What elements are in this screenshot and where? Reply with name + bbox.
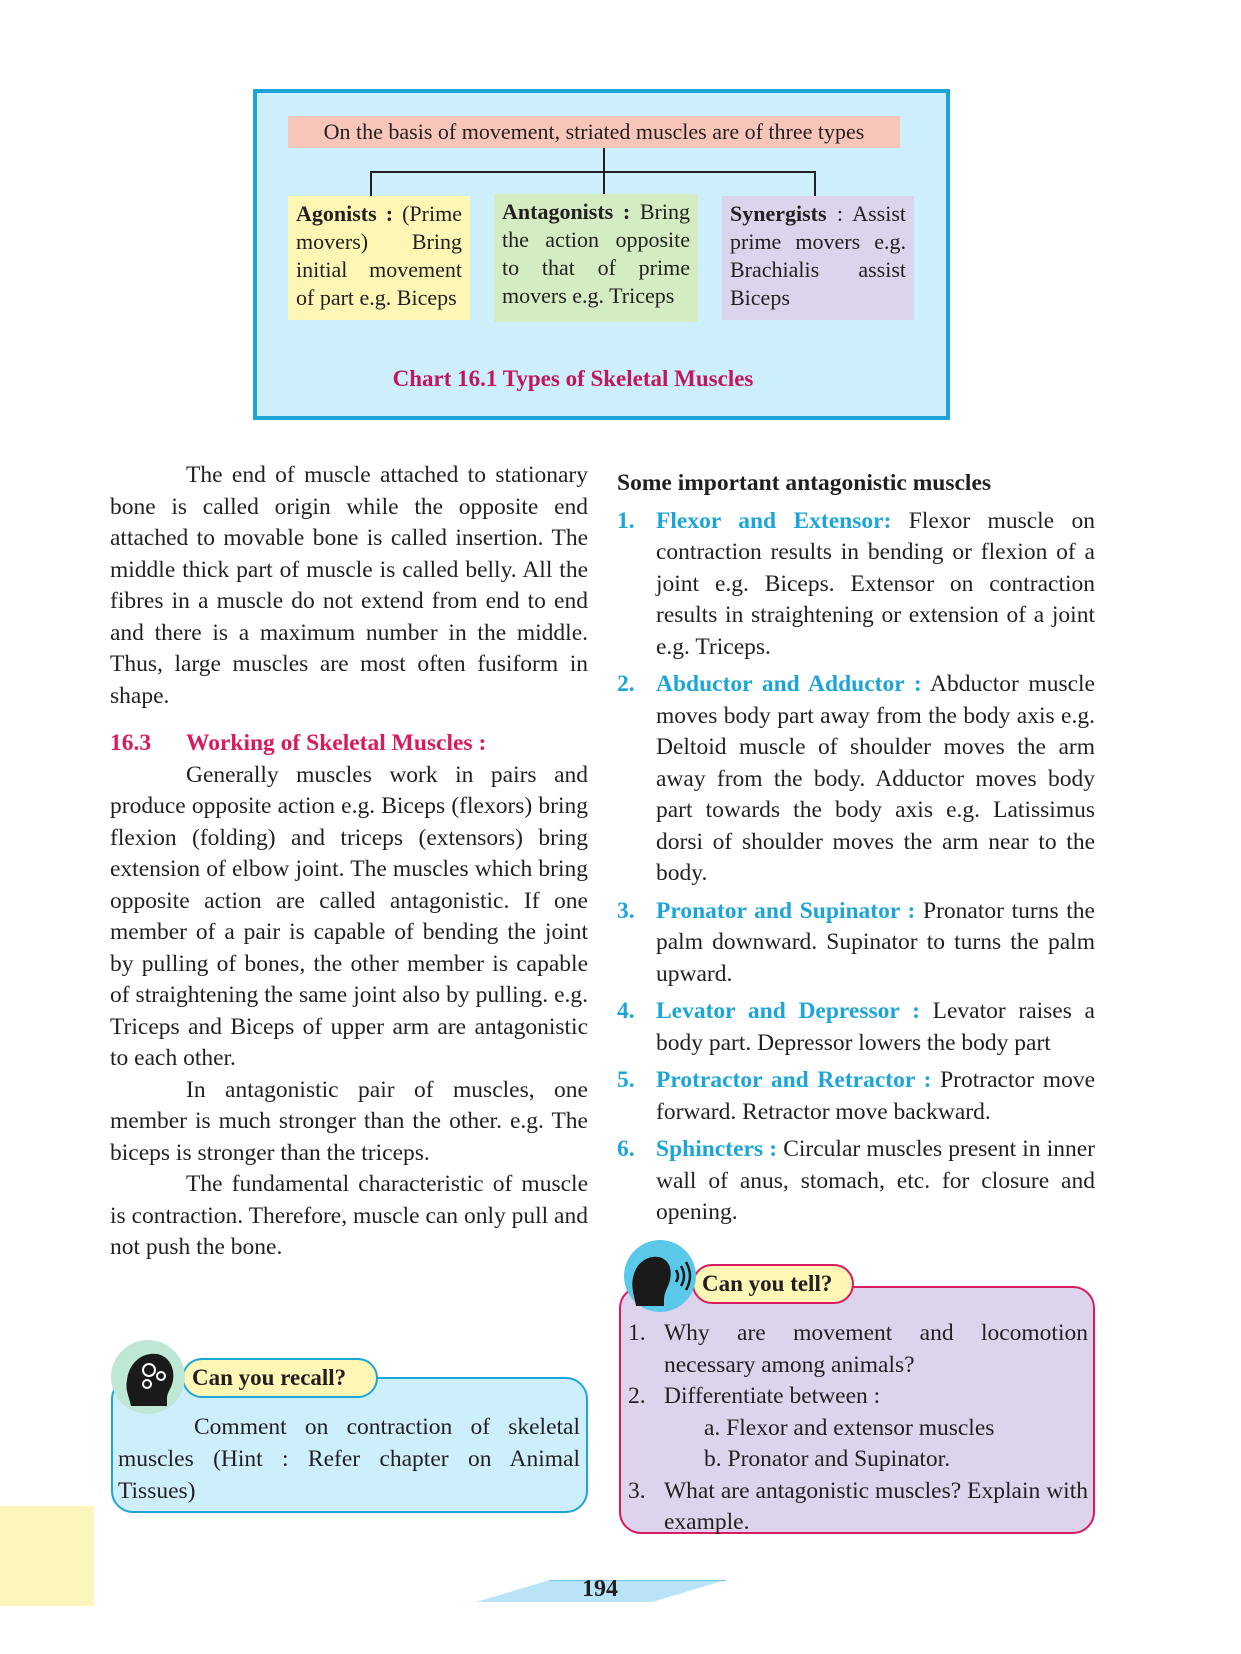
recall-title: Can you recall? bbox=[182, 1358, 378, 1398]
paragraph-origin-insertion: The end of muscle attached to stationary bone is called origin while the opposite end attached to movable bone is called insertion. The middle thick part of muscle is called belly. All the fibres in a muscle do not extend from end to end and there is a maximum number in the middle. Thus, large muscles are most often fusiform in shape. bbox=[110, 462, 588, 709]
item-text: Levator raises a body part. Depressor lowers the body part bbox=[656, 998, 1095, 1056]
corner-tab bbox=[0, 1506, 94, 1606]
list-item bbox=[617, 506, 1095, 664]
agonists-text: (Prime movers) Bring initial movement of part e.g. Biceps bbox=[296, 201, 462, 310]
item-number: 6. bbox=[617, 1136, 635, 1162]
tell-title: Can you tell? bbox=[692, 1264, 854, 1304]
item-number: 4. bbox=[617, 998, 635, 1024]
item-term: Pronator and Supinator : bbox=[656, 897, 916, 924]
list-item bbox=[617, 1065, 1095, 1128]
item-term: Protractor and Retractor : bbox=[656, 1067, 932, 1093]
item-text: Abductor muscle moves body part away from the body axis e.g. Deltoid muscle of shoulder moves the arm away from the body. Adductor moves body part towards the body axis e.g. Latissimus dorsi of shoulder moves the arm near to the body. bbox=[656, 671, 1095, 886]
list-item bbox=[617, 1134, 1095, 1229]
question-item bbox=[628, 1381, 1088, 1413]
antagonists-term: Antagonists : bbox=[502, 199, 631, 224]
agonists-box bbox=[288, 196, 470, 320]
sub-question: b. Pronator and Supinator. bbox=[704, 1446, 951, 1472]
question-text: Why are movement and locomotion necessary among animals? bbox=[664, 1320, 1088, 1378]
section-heading bbox=[110, 728, 588, 760]
paragraph-working: Generally muscles work in pairs and produce opposite action e.g. Biceps (flexors) bring flexion (folding) and triceps (extensors) bring extension of elbow joint. The muscles which bring opposite action are called antagonistic. If one member of a pair is capable of bending the joint by pulling of bones, the other member is capable of straightening the same joint also by pulling. e.g. Triceps and Biceps of upper arm are antagonistic to each other. bbox=[110, 761, 588, 1071]
paragraph-antagonistic-pair: In antagonistic pair of muscles, one member is much stronger than the other. e.g. The biceps is stronger than the triceps. bbox=[110, 1076, 588, 1166]
sub-question: a. Flexor and extensor muscles bbox=[704, 1414, 995, 1441]
speaking-head-icon bbox=[624, 1240, 696, 1312]
list-item bbox=[617, 896, 1095, 991]
list-item bbox=[617, 669, 1095, 890]
agonists-term: Agonists : bbox=[296, 201, 394, 226]
question-number: 3. bbox=[628, 1477, 646, 1504]
item-text: Flexor muscle on contraction results in bending or flexion of a joint e.g. Biceps. Extensor on contraction results in straightening or extension of a joint e.g. Triceps. bbox=[656, 507, 1095, 660]
item-text: Circular muscles present in inner wall of anus, stomach, etc. for closure and opening. bbox=[656, 1136, 1095, 1225]
antagonistic-list-title: Some important antagonistic muscles bbox=[617, 470, 992, 496]
chart-caption: Chart 16.1 Types of Skeletal Muscles bbox=[392, 366, 754, 391]
page-number: 194 bbox=[582, 1576, 618, 1602]
question-item bbox=[628, 1318, 1088, 1381]
item-number: 2. bbox=[617, 671, 635, 697]
question-number: 2. bbox=[628, 1383, 646, 1409]
item-term: Levator and Depressor : bbox=[656, 998, 920, 1024]
item-text: Protractor move forward. Retractor move backward. bbox=[656, 1067, 1096, 1125]
item-number: 3. bbox=[617, 897, 635, 924]
antagonists-box bbox=[494, 194, 698, 322]
item-text: Pronator turns the palm downward. Supinator to turns the palm upward. bbox=[656, 897, 1095, 987]
left-column bbox=[110, 460, 588, 1264]
tree-branch-left bbox=[370, 171, 372, 196]
tree-bar bbox=[370, 171, 816, 173]
tell-questions bbox=[628, 1318, 1088, 1539]
section-number: 16.3 bbox=[110, 730, 152, 756]
synergists-text: : Assist prime movers e.g. Brachialis assist Biceps bbox=[730, 201, 906, 310]
section-title: Working of Skeletal Muscles : bbox=[186, 730, 487, 756]
right-column bbox=[617, 468, 1095, 1229]
item-number: 1. bbox=[617, 507, 635, 534]
question-text: Differentiate between : bbox=[664, 1383, 881, 1409]
chart-header: On the basis of movement, striated muscles are of three types bbox=[288, 116, 900, 148]
paragraph-contraction: The fundamental characteristic of muscle is contraction. Therefore, muscle can only pull and not push the bone. bbox=[110, 1171, 588, 1260]
item-term: Sphincters : bbox=[656, 1136, 778, 1162]
item-term: Flexor and Extensor: bbox=[656, 507, 892, 534]
question-number: 1. bbox=[628, 1320, 646, 1346]
antagonists-text: Bring the action opposite to that of prime movers e.g. Triceps bbox=[502, 199, 690, 308]
synergists-box bbox=[722, 196, 914, 320]
item-number: 5. bbox=[617, 1067, 635, 1093]
item-term: Abductor and Adductor : bbox=[656, 671, 922, 697]
tree-branch-right bbox=[814, 171, 816, 196]
question-item bbox=[628, 1476, 1088, 1539]
recall-text: Comment on contraction of skeletal muscles (Hint : Refer chapter on Animal Tissues) bbox=[118, 1414, 580, 1504]
head-gears-icon bbox=[111, 1340, 185, 1414]
question-text: What are antagonistic muscles? Explain with example. bbox=[664, 1477, 1088, 1535]
synergists-term: Synergists bbox=[730, 201, 827, 226]
list-item bbox=[617, 996, 1095, 1059]
